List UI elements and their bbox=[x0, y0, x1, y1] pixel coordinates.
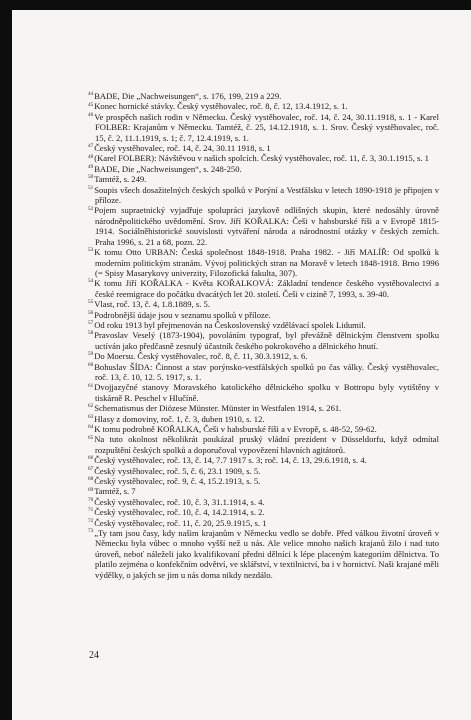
footnote bbox=[88, 424, 439, 434]
footnote-number: 69 bbox=[88, 486, 94, 493]
footnote-number: 64 bbox=[88, 424, 94, 431]
footnote bbox=[88, 497, 439, 507]
footnote-number: 49 bbox=[88, 163, 94, 170]
footnote-number: 58 bbox=[88, 330, 94, 337]
footnote-text: Český vystěhovalec, roč. 5, č. 6, 23.1 1909, s. 5. bbox=[94, 465, 261, 476]
footnote-number: 71 bbox=[88, 507, 94, 514]
footnote-text: Tamtéž, s. 249. bbox=[94, 174, 147, 185]
footnote-text: K tomu Otto URBAN: Česká společnost 1848-1918. Praha 1982. - Jiří MALÍŘ: Od spolků k moderním politickým stranám. Vývoj politických stran na Moravě v letech 1848-1918. Brno 1996 (= Spisy Masarykovy univerzity, Filozofická fakulta, 307). bbox=[94, 247, 439, 278]
footnote-text: Pojem supraetnický vyjadřuje spolupráci jazykově odlišných skupin, které nedosáhly úrovně národněpolitického uvědomění. Srov. Jiří KOŘALKA: Češi v habsburské říši a v Evropě 1815-1914. Sociálněhistorické souvislosti vytváření národa a národnostní otázky v českých zemích. Praha 1996, s. 21 a 68, pozn. 22. bbox=[94, 205, 439, 247]
footnote bbox=[88, 330, 439, 351]
footnote-number: 52 bbox=[88, 205, 94, 212]
footnote-number: 60 bbox=[88, 361, 94, 368]
footnote-number: 50 bbox=[88, 174, 94, 181]
footnote-number: 55 bbox=[88, 299, 94, 306]
footnote-text: Český vystěhovalec, roč. 14, č. 24, 30.11 1918, s. 1 bbox=[94, 143, 271, 154]
book-page bbox=[12, 10, 471, 720]
footnote bbox=[88, 476, 439, 486]
footnote-number: 56 bbox=[88, 309, 94, 316]
footnote-number: 67 bbox=[88, 465, 94, 472]
footnote bbox=[88, 382, 439, 403]
footnote bbox=[88, 205, 439, 247]
footnote bbox=[88, 434, 439, 455]
footnote-number: 65 bbox=[88, 434, 94, 441]
footnote bbox=[88, 153, 439, 163]
footnote-text: Pravoslav Veselý (1873-1904), povoláním typograf, byl převážně dělnickým členstvem spolku uctíván jako předčasně zesnulý účastník českého pokrokového a dělnického hnutí. bbox=[94, 330, 439, 351]
footnote-text: Konec hornické stávky. Český vystěhovalec, roč. 8, č. 12, 13.4.1912, s. 1. bbox=[94, 101, 348, 112]
footnote bbox=[88, 299, 439, 309]
footnote bbox=[88, 164, 439, 174]
footnote-text: Český vystěhovalec, roč. 10, č. 4, 14.2.1914, s. 2. bbox=[94, 507, 265, 518]
footnote-text: BADE, Die „Nachweisungen“, s. 248-250. bbox=[94, 163, 242, 174]
footnote bbox=[88, 320, 439, 330]
footnote-text: Soupis všech dosažitelných českých spolků v Porýní a Vestfálsku v letech 1890-1918 je připojen v příloze. bbox=[94, 184, 439, 206]
footnote bbox=[88, 455, 439, 465]
footnote bbox=[88, 91, 439, 101]
footnote-text: Český vystěhovalec, roč. 9, č. 4, 15.2.1913, s. 5. bbox=[94, 476, 261, 487]
footnote bbox=[88, 362, 439, 383]
footnote-text: Schematismus der Diözese Münster. Münster in Westfalen 1914, s. 261. bbox=[94, 403, 342, 414]
footnote-text: Tamtéž, s. 7 bbox=[94, 486, 136, 497]
footnote-number: 66 bbox=[88, 455, 94, 462]
footnote-number: 62 bbox=[88, 403, 94, 410]
footnote-number: 44 bbox=[88, 91, 94, 98]
footnote-number: 46 bbox=[88, 111, 94, 118]
footnote-text: (Karel FOLBER): Návštěvou v našich spolcích. Český vystěhovalec, roč. 11, č. 3, 30.1.1915, s. 1 bbox=[94, 153, 429, 164]
footnote-number: 53 bbox=[88, 247, 94, 254]
footnotes-list bbox=[88, 91, 439, 580]
footnote-number: 61 bbox=[88, 382, 94, 389]
footnote bbox=[88, 143, 439, 153]
footnote-text: K tomu podrobně KOŘALKA, Češi v habsburské říši a v Evropě, s. 48-52, 59-62. bbox=[94, 424, 377, 434]
footnote bbox=[88, 403, 439, 413]
footnote-text: Dvojjazyčné stanovy Moravského katolického dělnického spolku v Bottropu byly vytištěny v tiskárně R. Peschel v Hlučíně. bbox=[94, 382, 439, 403]
footnote-text: Ve prospěch našich rodin v Německu. Český vystěhovalec, roč. 14, č. 24, 30.11.1918, s. 1 - Karel FOLBER: Krajanům v Německu. Tamtéž, č. 25, 14.12.1918, s. 1. Srov. Český vystěhovalec, roč. 15, č. 2, 11.1.1919, s. 1; č. 7, 12.4.1919, s. 1. bbox=[94, 111, 439, 143]
footnote bbox=[88, 310, 439, 320]
footnote-number: 59 bbox=[88, 351, 94, 358]
footnote-text: K tomu Jiří KOŘALKA - Květa KOŘALKOVÁ: Základní tendence českého vystěhovalectví a české reemigrace do počátku dvacátých let 20. století. Češi v cizině 7, 1993, s. 39-40. bbox=[94, 278, 439, 299]
footnote-number: 51 bbox=[88, 184, 94, 191]
footnote-number: 54 bbox=[88, 278, 94, 285]
page-number: 24 bbox=[89, 650, 99, 661]
footnote-number: 63 bbox=[88, 413, 94, 420]
footnote bbox=[88, 101, 439, 111]
footnote-number: 68 bbox=[88, 476, 94, 483]
footnote-text: Hlasy z domoviny, roč. 1, č. 3, duben 1910, s. 12. bbox=[94, 413, 265, 424]
footnote bbox=[88, 528, 439, 580]
footnote bbox=[88, 466, 439, 476]
footnote bbox=[88, 112, 439, 143]
footnote-number: 72 bbox=[88, 517, 94, 524]
footnote bbox=[88, 185, 439, 206]
footnote-text: Na tuto okolnost několikrát poukázal pruský vládní prezident v Düsseldorfu, když odmítal rozpuštění českých spolků a doporučoval vypovězení hlavních agitátorů. bbox=[94, 434, 439, 455]
footnote bbox=[88, 486, 439, 496]
footnote-text: Do Moersu. Český vystěhovalec, roč. 8, č. 11, 30.3.1912, s. 6. bbox=[94, 351, 308, 362]
footnote-text: „Ty tam jsou časy, kdy našim krajanům v Německu vedlo se dobře. Před válkou životní úroveň v Německu byla vůbec o mnoho vyšší než u nás. Ale velice mnoho našich krajanů žilo i nad tuto úroveň, neboť náleželi jako kvalifikovaní předni dělníci k lépe placeným kategoriím dělnictva. To platilo zejména o konfekčním odvětví, ve sklářství, v textilnictví, ba i v hornictví. Naši krajané měli výdělky, o jakých se jim u nás doma nikdy nezdálo. bbox=[94, 528, 439, 580]
footnote-number: 45 bbox=[88, 101, 94, 108]
footnote-number: 47 bbox=[88, 143, 94, 150]
footnote bbox=[88, 507, 439, 517]
footnote-text: Vlast, roč. 13, č. 4, 1.8.1889, s. 5. bbox=[94, 299, 210, 310]
footnote bbox=[88, 414, 439, 424]
footnote bbox=[88, 247, 439, 278]
footnote-text: BADE, Die „Nachweisungen“, s. 176, 199, 219 a 229. bbox=[94, 91, 282, 101]
footnote-text: Český vystěhovalec, roč. 10, č. 3, 31.1.1914, s. 4. bbox=[94, 496, 265, 507]
footnote-number: 73 bbox=[88, 528, 94, 535]
footnote bbox=[88, 174, 439, 184]
footnote bbox=[88, 351, 439, 361]
footnote bbox=[88, 518, 439, 528]
footnote-text: Bohuslav ŠÍDA: Činnost a stav porýnsko-vestfálských spolků po čas války. Český vystěhovalec, roč. 13, č. 10, 12. 5. 1917, s. 1. bbox=[94, 361, 439, 382]
footnote-number: 57 bbox=[88, 320, 94, 327]
footnote-text: Od roku 1913 byl přejmenován na Československý vzdělávací spolek Lidumil. bbox=[94, 319, 366, 330]
footnote-number: 48 bbox=[88, 153, 94, 160]
footnote-number: 70 bbox=[88, 496, 94, 503]
footnote bbox=[88, 278, 439, 299]
footnote-text: Český vystěhovalec, roč. 13, č. 14, 7.7 1917 s. 3; roč. 14, č. 13, 29.6.1918, s. 4. bbox=[94, 455, 367, 466]
footnote-text: Český vystěhovalec, roč. 11, č. 20, 25.9.1915, s. 1 bbox=[94, 517, 267, 528]
footnote-text: Podrobnější údaje jsou v seznamu spolků v příloze. bbox=[94, 309, 271, 320]
